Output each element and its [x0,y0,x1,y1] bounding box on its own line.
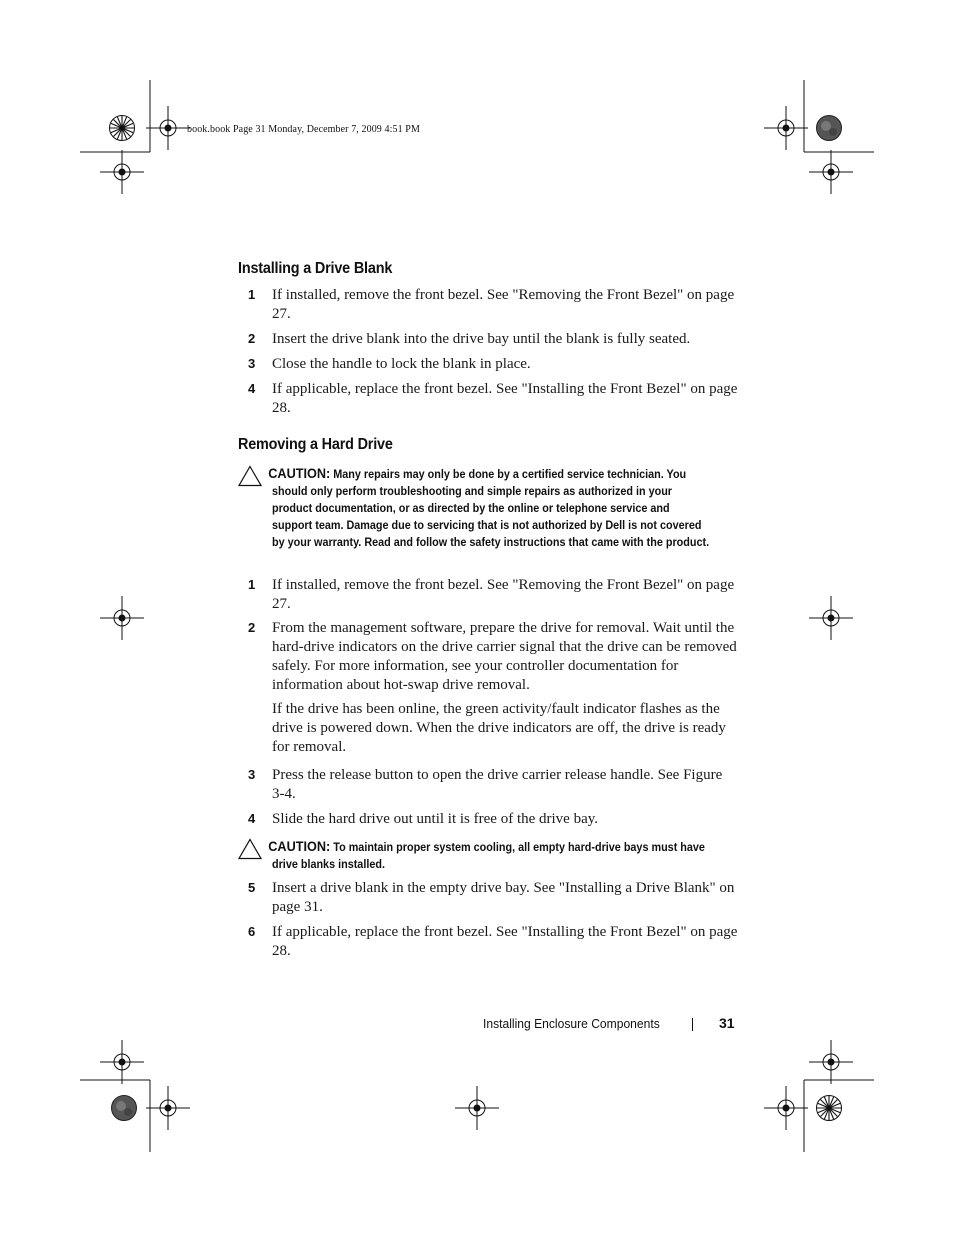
step-number: 4 [248,381,256,396]
caution-label: CAUTION: [268,466,331,481]
step-note: If the drive has been online, the green activity/fault indicator flashes as the drive is powered down. When the drive indicators are off, the drive is ready for removal. [272,701,726,755]
step-number: 1 [248,287,256,302]
footer-chapter-title: Installing Enclosure Components [483,1016,660,1031]
caution-triangle-icon [238,465,262,487]
caution-body [268,465,710,552]
step-number: 4 [248,811,256,826]
step-text: Insert a drive blank in the empty drive bay. See "Installing a Drive Blank" on page 31. [272,880,735,915]
caution-text: Many repairs may only be done by a certified service technician. You should only perform troubleshooting and simple repairs as authorized in your product documentation, or as directed by the online or telephone service and support team. Damage due to servicing that is not authorized by Dell is not covered by your warranty. Read and follow the safety instructions that came with the product. [272,469,710,549]
step-text: If installed, remove the front bezel. See "Removing the Front Bezel" on page 27. [272,287,735,322]
step-number: 3 [248,356,256,371]
section-title-installing-drive-blank: Installing a Drive Blank [238,260,393,277]
step-text: Press the release button to open the drive carrier release handle. See Figure 3-4. [272,767,723,802]
step-number: 5 [248,880,256,895]
page-number: 31 [719,1015,735,1031]
step-text: Slide the hard drive out until it is free of the drive bay. [272,811,599,827]
step-number: 2 [248,331,256,346]
step-text: If applicable, replace the front bezel. See "Installing the Front Bezel" on page 28. [272,381,738,416]
step-text: If applicable, replace the front bezel. See "Installing the Front Bezel" on page 28. [272,924,738,959]
section-title-removing-hard-drive: Removing a Hard Drive [238,436,393,453]
caution-triangle-icon [238,838,262,860]
step-text: If installed, remove the front bezel. See "Removing the Front Bezel" on page 27. [272,577,735,612]
step-text: Close the handle to lock the blank in place. [272,356,531,372]
caution-text: To maintain proper system cooling, all empty hard-drive bays must have drive blanks installed. [272,842,705,871]
step-number: 3 [248,767,256,782]
footer-divider [692,1018,693,1031]
step-number: 1 [248,577,256,592]
step-text: From the management software, prepare the drive for removal. Wait until the hard-drive indicators on the drive carrier signal that the drive can be removed safely. For more information, see your controller documentation for information about hot-swap drive removal. [272,620,737,693]
caution-body [268,838,710,874]
step-number: 2 [248,620,256,635]
print-stamp: book.book Page 31 Monday, December 7, 2009 4:51 PM [187,124,420,135]
caution-label: CAUTION: [268,839,331,854]
step-number: 6 [248,924,256,939]
step-text: Insert the drive blank into the drive bay until the blank is fully seated. [272,331,691,347]
